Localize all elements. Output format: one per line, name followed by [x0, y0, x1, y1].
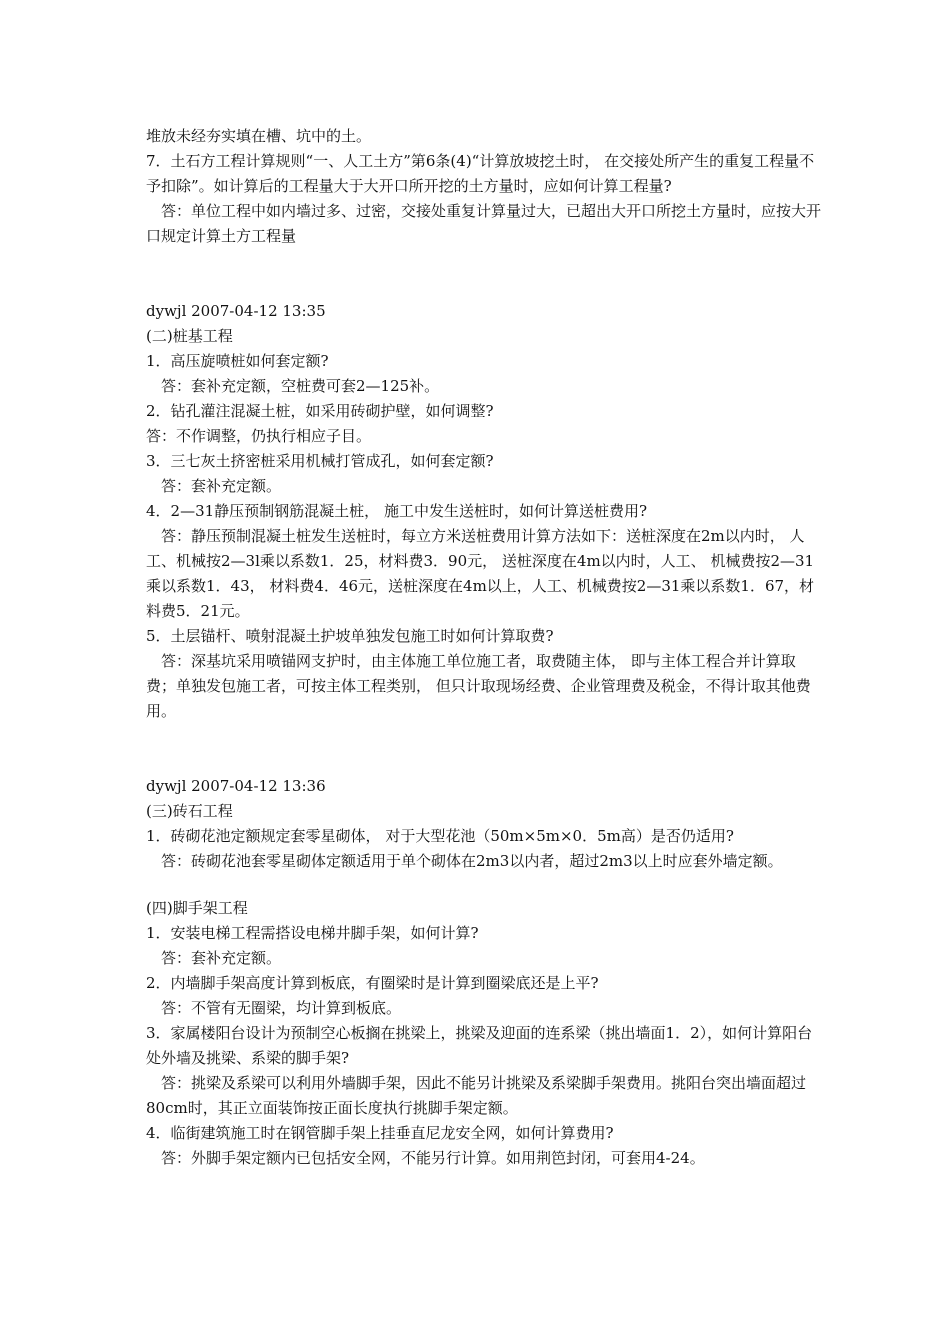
spacer [146, 724, 822, 774]
question-2: 2．钻孔灌注混凝土桩，如采用砖砌护壁，如何调整? [146, 402, 494, 420]
answer-1: 答：套补充定额。 [161, 949, 282, 967]
answer-3: 答：挑梁及系梁可以利用外墙脚手架，因此不能另计挑梁及系梁脚手架费用。挑阳台突出墙面超过80cm时，其正立面装饰按正面长度执行挑脚手架定额。 [146, 1074, 807, 1117]
text-line: 堆放未经夯实填在槽、坑中的土。 [146, 127, 372, 145]
question-4: 4．2—31静压预制钢筋混凝土桩， 施工中发生送桩时，如何计算送桩费用? [146, 502, 647, 520]
answer-3: 答：套补充定额。 [161, 477, 282, 495]
question-3: 3．三七灰土挤密桩采用机械打管成孔，如何套定额? [146, 452, 494, 470]
question-7: 7．土石方工程计算规则“一、人工土方”第6条(4)“计算放坡挖土时， 在交接处所产生的重复工程量不予扣除”。如计算后的工程量大于大开口所开挖的土方量时，应如何计算工程量? [146, 152, 815, 195]
answer-4: 答：外脚手架定额内已包括安全网，不能另行计算。如用荆笆封闭，可套用4-24。 [161, 1149, 705, 1167]
question-5: 5．土层锚杆、喷射混凝土护坡单独发包施工时如何计算取费? [146, 627, 554, 645]
document-page [146, 124, 822, 1171]
question-3: 3．家属楼阳台设计为预制空心板搁在挑梁上，挑梁及迎面的连系梁（挑出墙面1．2），如何计算阳台处外墙及挑梁、系梁的脚手架? [146, 1024, 813, 1067]
answer-5: 答：深基坑采用喷锚网支护时，由主体施工单位施工者，取费随主体， 即与主体工程合并计算取费；单独发包施工者，可按主体工程类别， 但只计取现场经费、企业管理费及税金，不得计取其他费用。 [146, 652, 811, 720]
answer-7: 答：单位工程中如内墙过多、过密，交接处重复计算量过大，已超出大开口所挖土方量时，应按大开口规定计算土方工程量 [146, 202, 822, 245]
section-title: (四)脚手架工程 [146, 899, 248, 917]
section-title: (三)砖石工程 [146, 802, 233, 820]
post-header: dywjl 2007-04-12 13:36 [146, 777, 326, 795]
question-1: 1．高压旋喷桩如何套定额? [146, 352, 329, 370]
section-title: (二)桩基工程 [146, 327, 233, 345]
question-2: 2．内墙脚手架高度计算到板底，有圈梁时是计算到圈梁底还是上平? [146, 974, 599, 992]
post-header: dywjl 2007-04-12 13:35 [146, 302, 326, 320]
answer-2: 答：不作调整，仍执行相应子目。 [146, 427, 372, 445]
answer-1: 答：砖砌花池套零星砌体定额适用于单个砌体在2m3以内者，超过2m3以上时应套外墙定额。 [161, 852, 783, 870]
spacer [146, 874, 822, 896]
answer-1: 答：套补充定额，空桩费可套2—125补。 [161, 377, 440, 395]
question-1: 1．安装电梯工程需搭设电梯井脚手架，如何计算? [146, 924, 479, 942]
answer-4: 答：静压预制混凝土桩发生送桩时，每立方米送桩费用计算方法如下：送桩深度在2m以内时， 人工、机械按2—3l乘以系数1．25，材料费3．90元， 送桩深度在4m以内时，人工、 机械费按2—31乘以系数1．43， 材料费4．46元，送桩深度在4m以上，人工、机械费按2—31乘以系数1．67，材料费5．21元。 [146, 527, 815, 620]
answer-2: 答：不管有无圈梁，均计算到板底。 [161, 999, 402, 1017]
question-1: 1．砖砌花池定额规定套零星砌体， 对于大型花池（50m×5m×0．5m高）是否仍适用? [146, 827, 734, 845]
question-4: 4．临街建筑施工时在钢管脚手架上挂垂直尼龙安全网，如何计算费用? [146, 1124, 614, 1142]
spacer [146, 249, 822, 299]
